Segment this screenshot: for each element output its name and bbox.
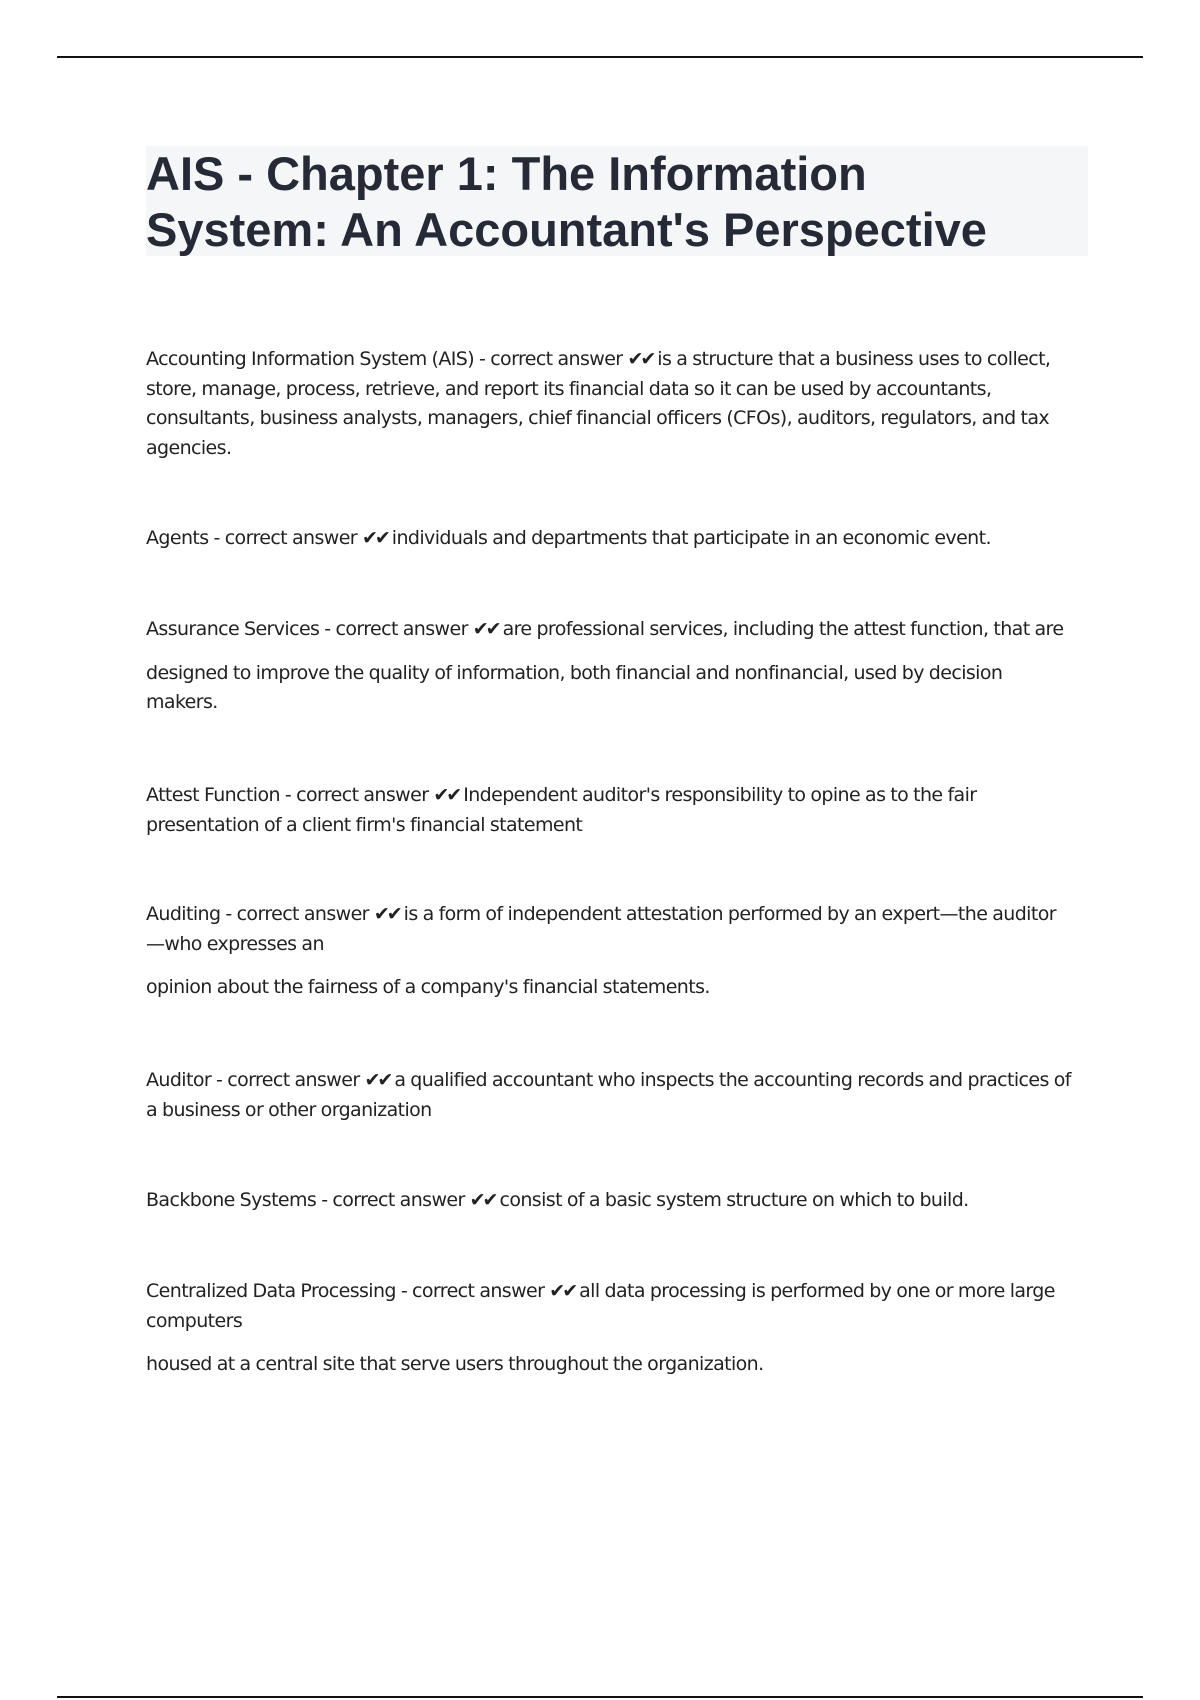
- entry-separator: correct answer: [224, 527, 357, 549]
- entry-definition-line: opinion about the fairness of a company's financial statements.: [146, 976, 710, 998]
- title-line-1: AIS - Chapter 1: The Information: [146, 147, 867, 200]
- entry-auditor: Auditor - correct answer ✔✔ a qualified accountant who inspects the accounting records and practices of a business or other organization: [146, 1066, 1071, 1125]
- double-check-icon: ✔✔: [361, 527, 388, 549]
- entry-term: Assurance Services: [146, 618, 320, 640]
- entry-definition-line: agencies.: [146, 436, 232, 459]
- entry-term: Agents: [146, 527, 209, 549]
- entry-term: Centralized Data Processing: [146, 1280, 396, 1302]
- entry-definition-line: makers.: [146, 691, 218, 713]
- entry-separator: correct answer: [227, 1069, 360, 1091]
- entry-accounting-information-system: Accounting Information System (AIS) - correct answer ✔✔ is a structure that a business uses to collect, store, manage, process, retrieve, and report its financial data so it can be used by accountants, consultants, business analysts, managers, chief financial officers (CFOs), auditors, regulators, and tax agencies.: [146, 345, 1050, 463]
- entry-definition-line: consultants, business analysts, managers, chief financial officers (CFOs), auditors, regulators, and tax: [146, 407, 1050, 429]
- bottom-rule: [57, 1696, 1143, 1698]
- double-check-icon: ✔✔: [627, 348, 654, 370]
- entry-definition-line: housed at a central site that serve users throughout the organization.: [146, 1353, 764, 1375]
- double-check-icon: ✔✔: [373, 903, 400, 925]
- entry-definition-line: computers: [146, 1309, 243, 1332]
- double-check-icon: ✔✔: [364, 1069, 391, 1091]
- double-check-icon: ✔✔: [472, 618, 499, 640]
- entry-separator: correct answer: [236, 903, 369, 925]
- entry-definition: individuals and departments that participate in an economic event.: [391, 527, 991, 549]
- entry-definition: a qualified accountant who inspects the accounting records and practices of: [394, 1069, 1071, 1091]
- entry-centralized-data-processing: Centralized Data Processing - correct answer ✔✔ all data processing is performed by one or more large computers housed at a central site that serve users throughout the organization.: [146, 1277, 1055, 1380]
- entry-definition: consist of a basic system structure on which to build.: [499, 1189, 969, 1211]
- double-check-icon: ✔✔: [433, 784, 460, 806]
- entry-backbone-systems: Backbone Systems - correct answer ✔✔ consist of a basic system structure on which to build.: [146, 1189, 969, 1211]
- entry-definition-line: presentation of a client firm's financial statement: [146, 813, 583, 836]
- top-rule: [57, 56, 1143, 58]
- entry-term: Accounting Information System (AIS): [146, 348, 475, 370]
- double-check-icon: ✔✔: [469, 1189, 496, 1211]
- entry-definition: are professional services, including the attest function, that are: [502, 618, 1064, 640]
- entry-attest-function: Attest Function - correct answer ✔✔ Independent auditor's responsibility to opine as to the fair presentation of a client firm's financial statement: [146, 781, 976, 840]
- title-line-2: System: An Accountant's Perspective: [146, 203, 987, 256]
- entry-definition-line: store, manage, process, retrieve, and report its financial data so it can be used by accountants,: [146, 377, 992, 400]
- entry-separator: correct answer: [490, 348, 623, 370]
- entry-agents: Agents - correct answer ✔✔ individuals and departments that participate in an economic event.: [146, 527, 991, 549]
- entry-definition: is a structure that a business uses to collect,: [657, 348, 1051, 370]
- double-check-icon: ✔✔: [549, 1280, 576, 1302]
- entry-definition: all data processing is performed by one or more large: [579, 1280, 1055, 1302]
- entry-definition-line: —who expresses an: [146, 932, 324, 955]
- entry-definition-line: designed to improve the quality of information, both financial and nonfinancial, used by decision: [146, 661, 1003, 684]
- entry-term: Auditor: [146, 1069, 212, 1091]
- entry-separator: correct answer: [332, 1189, 465, 1211]
- entry-separator: correct answer: [335, 618, 468, 640]
- entry-term: Auditing: [146, 903, 221, 925]
- entry-term: Backbone Systems: [146, 1189, 317, 1211]
- entry-separator: correct answer: [296, 784, 429, 806]
- entry-assurance-services: Assurance Services - correct answer ✔✔ are professional services, including the attest function, that are designed to improve the quality of information, both financial and nonfinancial, used by decision makers.: [146, 615, 1063, 718]
- entry-term: Attest Function: [146, 784, 280, 806]
- entry-definition: is a form of independent attestation performed by an expert—the auditor: [403, 903, 1056, 925]
- entry-definition: Independent auditor's responsibility to opine as to the fair: [463, 784, 977, 806]
- page-title: [146, 146, 1088, 256]
- entry-auditing: Auditing - correct answer ✔✔ is a form of independent attestation performed by an expert—the auditor —who expresses an opinion about the fairness of a company's financial statements.: [146, 900, 1056, 1003]
- entry-definition-line: a business or other organization: [146, 1098, 432, 1121]
- entry-separator: correct answer: [412, 1280, 545, 1302]
